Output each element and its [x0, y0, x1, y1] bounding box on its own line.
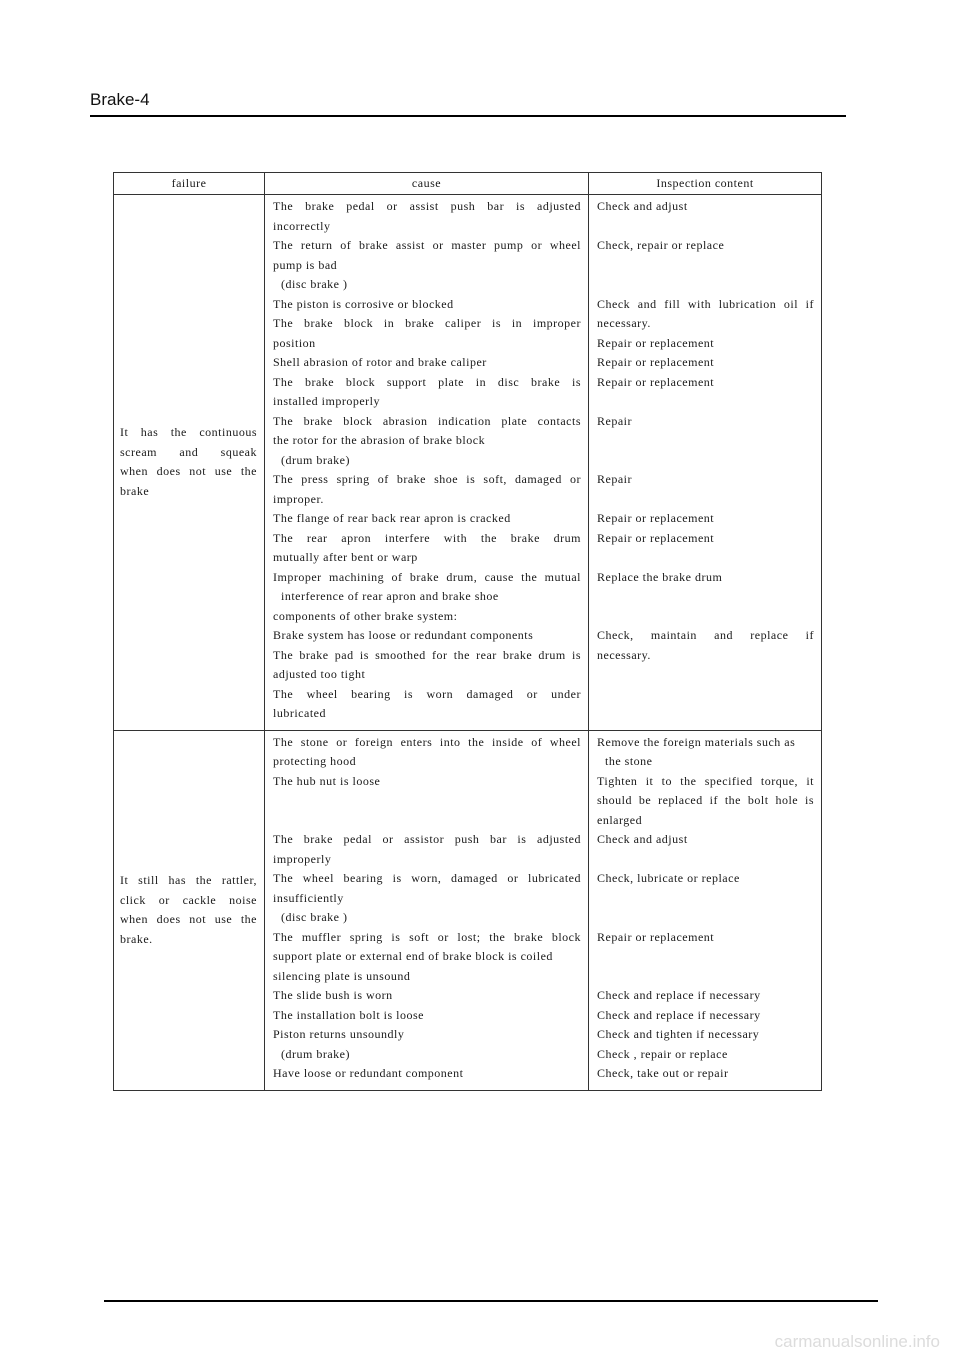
- column-header-inspection: Inspection content: [589, 173, 822, 195]
- table-row: [114, 195, 822, 731]
- inspection-line: the stone: [605, 754, 653, 768]
- inspection-line: Repair or replacement: [597, 530, 715, 545]
- cause-line: The wheel bearing is worn, damaged or lubricated: [273, 871, 581, 885]
- cause-line: Improper machining of brake drum, cause the mutual: [273, 569, 581, 584]
- cause-line: The brake pedal or assistor push bar is adjusted: [273, 832, 581, 846]
- inspection-line: Repair or replacement: [597, 511, 715, 525]
- watermark: carmanualsonline.info: [774, 1332, 940, 1351]
- cause-line: The muffler spring is soft or lost; the brake block: [273, 929, 581, 944]
- cause-line: (disc brake ): [281, 277, 348, 291]
- cause-line: The slide bush is worn: [273, 988, 393, 1002]
- inspection-cell: [589, 730, 822, 1090]
- table-header-row: [114, 173, 822, 195]
- cause-line: The brake block support plate in disc brake is: [273, 374, 581, 389]
- cause-line: [273, 811, 581, 831]
- cause-line: protecting hood: [273, 754, 357, 768]
- inspection-line: Remove the foreign materials such as: [597, 734, 796, 749]
- inspection-line: [597, 451, 814, 471]
- cause-line: Have loose or redundant component: [273, 1066, 464, 1080]
- inspection-line: enlarged: [597, 812, 643, 827]
- inspection-line: should be replaced if the bolt hole is: [597, 793, 814, 807]
- failure-line: when does not use the: [120, 464, 257, 479]
- inspection-line: [597, 967, 814, 987]
- cause-line: The brake block abrasion indication plate contacts: [273, 413, 581, 428]
- cause-line: The brake block in brake caliper is in improper: [273, 316, 581, 330]
- inspection-line: [597, 587, 814, 607]
- cause-line: adjusted too tight: [273, 667, 366, 681]
- cause-line: improperly: [273, 851, 332, 866]
- inspection-line: Repair or replacement: [597, 374, 715, 389]
- cause-line: position: [273, 335, 316, 350]
- inspection-line: [597, 850, 814, 870]
- inspection-line: Repair or replacement: [597, 929, 715, 944]
- failure-cell: [114, 730, 265, 1090]
- failure-line: scream and squeak: [120, 444, 257, 459]
- cause-line: The installation bolt is loose: [273, 1007, 424, 1022]
- cause-line: The hub nut is loose: [273, 773, 381, 788]
- inspection-line: Tighten it to the specified torque, it: [597, 773, 814, 788]
- inspection-line: [597, 490, 814, 510]
- inspection-line: Check and adjust: [597, 832, 688, 846]
- inspection-line: Check, lubricate or replace: [597, 871, 740, 885]
- inspection-line: Check, repair or replace: [597, 238, 725, 252]
- inspection-line: Repair: [597, 413, 632, 428]
- cause-line: The return of brake assist or master pump or wheel: [273, 238, 581, 252]
- cause-line: the rotor for the abrasion of brake block: [273, 433, 486, 447]
- column-header-failure: failure: [114, 173, 265, 195]
- cause-line: installed improperly: [273, 394, 380, 408]
- cause-line: components of other brake system:: [273, 608, 458, 623]
- inspection-line: Check , repair or replace: [597, 1046, 728, 1061]
- inspection-line: [597, 431, 814, 451]
- failure-cell: [114, 195, 265, 731]
- cause-line: The rear apron interfere with the brake drum: [273, 530, 581, 545]
- inspection-line: Check, maintain and replace if: [597, 628, 814, 642]
- footer-divider: [104, 1300, 878, 1302]
- troubleshooting-table: [113, 172, 822, 1091]
- cause-line: The press spring of brake shoe is soft, damaged or: [273, 472, 581, 486]
- cause-line: The flange of rear back rear apron is cracked: [273, 511, 511, 525]
- failure-line: click or cackle noise: [120, 892, 257, 907]
- inspection-line: Check and replace if necessary: [597, 988, 761, 1002]
- inspection-line: Check and fill with lubrication oil if: [597, 296, 814, 311]
- cause-cell: [265, 730, 589, 1090]
- cause-line: (drum brake): [281, 1046, 350, 1061]
- cause-line: [273, 791, 581, 811]
- inspection-line: Check and tighten if necessary: [597, 1027, 760, 1041]
- failure-line: when does not use the: [120, 912, 257, 926]
- inspection-line: [597, 704, 814, 724]
- inspection-line: Check and replace if necessary: [597, 1007, 761, 1022]
- cause-line: Brake system has loose or redundant components: [273, 628, 534, 642]
- cause-line: Piston returns unsoundly: [273, 1027, 405, 1041]
- cause-line: The brake pedal or assist push bar is adjusted: [273, 199, 581, 213]
- inspection-cell: [589, 195, 822, 731]
- cause-line: The brake pad is smoothed for the rear brake drum is: [273, 647, 581, 662]
- inspection-line: Replace the brake drum: [597, 569, 723, 584]
- inspection-line: Check, take out or repair: [597, 1066, 729, 1080]
- cause-line: The wheel bearing is worn damaged or under: [273, 686, 581, 701]
- inspection-line: [597, 275, 814, 295]
- cause-line: incorrectly: [273, 218, 331, 233]
- inspection-line: [597, 392, 814, 412]
- cause-line: mutually after bent or warp: [273, 550, 418, 564]
- cause-cell: [265, 195, 589, 731]
- cause-line: interference of rear apron and brake shoe: [281, 589, 499, 603]
- inspection-line: [597, 548, 814, 568]
- inspection-line: [597, 685, 814, 705]
- header-divider: [90, 115, 846, 117]
- inspection-line: [597, 889, 814, 909]
- cause-line: improper.: [273, 491, 324, 506]
- cause-line: lubricated: [273, 706, 326, 720]
- column-header-cause: cause: [265, 173, 589, 195]
- inspection-line: [597, 947, 814, 967]
- cause-line: The stone or foreign enters into the inside of wheel: [273, 734, 581, 749]
- inspection-line: [597, 256, 814, 276]
- cause-line: Shell abrasion of rotor and brake caliper: [273, 355, 487, 369]
- inspection-line: [597, 908, 814, 928]
- cause-line: (drum brake): [281, 452, 350, 467]
- failure-line: brake: [120, 483, 150, 498]
- failure-line: brake.: [120, 931, 153, 946]
- failure-line: It still has the rattler,: [120, 873, 257, 887]
- inspection-line: necessary.: [597, 647, 651, 662]
- inspection-line: Repair: [597, 472, 632, 486]
- inspection-line: Repair or replacement: [597, 355, 715, 369]
- inspection-line: necessary.: [597, 316, 651, 330]
- inspection-line: [597, 607, 814, 627]
- cause-line: pump is bad: [273, 257, 338, 272]
- inspection-line: Repair or replacement: [597, 335, 715, 350]
- cause-line: support plate or external end of brake block is coiled: [273, 949, 553, 963]
- inspection-line: [597, 217, 814, 237]
- inspection-line: Check and adjust: [597, 199, 688, 213]
- cause-line: silencing plate is unsound: [273, 968, 411, 983]
- table-row: [114, 730, 822, 1090]
- cause-line: The piston is corrosive or blocked: [273, 296, 454, 311]
- cause-line: (disc brake ): [281, 910, 348, 924]
- inspection-line: [597, 665, 814, 685]
- cause-line: insufficiently: [273, 890, 344, 905]
- failure-line: It has the continuous: [120, 425, 257, 440]
- page-header-title: Brake-4: [90, 90, 150, 109]
